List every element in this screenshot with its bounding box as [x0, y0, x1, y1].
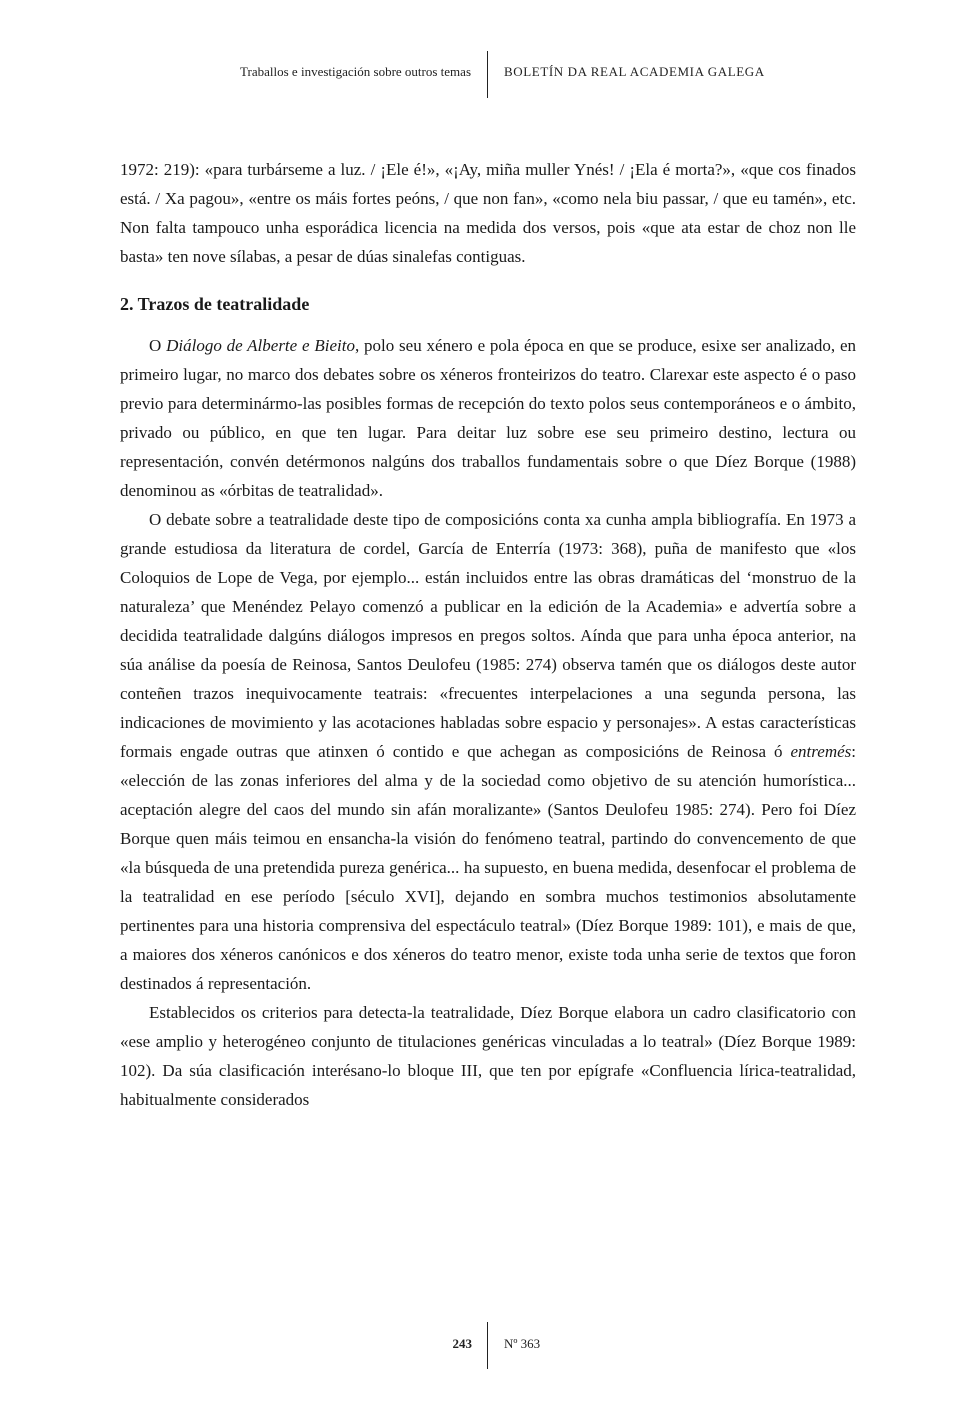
issue-number: Nº 363 — [504, 1336, 541, 1351]
work-title-italic: Diálogo de Alberte e Bieito — [166, 336, 355, 355]
genre-term-italic: entremés — [790, 742, 852, 761]
footer-divider — [487, 1322, 488, 1369]
paragraph-2 — [120, 331, 856, 505]
paragraph-3 — [120, 505, 856, 998]
header-divider — [487, 51, 488, 98]
page-number: 243 — [452, 1336, 472, 1351]
running-header-journal: BOLETÍN DA REAL ACADEMIA GALEGA — [504, 64, 765, 79]
article-body — [120, 155, 856, 1114]
paragraph-3-start: O debate sobre a teatralidade deste tipo de composicións conta xa cunha ampla bibliografía. En 1973 a grande estudiosa da literatura de cordel, García de Enterría (1973: 368), puña de manifesto que «los Coloquios de Lope de Vega, por ejemplo... están incluidos entre las obras dramáticas del ‘monstruo de la naturaleza’ que Menéndez Pelayo comenzó a publicar en la edición de la Academia» e advertía sobre a decidida teatralidade dalgúns diálogos impresos en pregos soltos. Aínda que para unha época anterior, na súa análise da poesía de Reinosa, Santos Deulofeu (1985: 274) observa tamén que os diálogos deste autor conteñen trazos inequivocamente teatrais: «frecuentes interpelaciones a una segunda persona, las indicaciones de movimiento y las acotaciones habladas sobre espacio y personajes». A estas características formais engade outras que atinxen ó contido e que achegan as composicións de Reinosa ó — [120, 510, 856, 761]
paragraph-2-start: O — [149, 336, 167, 355]
paragraph-1: 1972: 219): «para turbárseme a luz. / ¡Ele é!», «¡Ay, miña muller Ynés! / ¡Ela é morta?», «que cos finados está. / Xa pagou», «entre os máis fortes peóns, / que non fan», «como nela biu passar, / que eu tamén», etc. Non falta tampouco unha esporádica licencia na medida dos versos, pois «que ata estar de choz non lle basta» ten nove sílabas, a pesar de dúas sinalefas contiguas. — [120, 160, 856, 266]
paragraph-4: Establecidos os criterios para detecta-la teatralidade, Díez Borque elabora un cadro clasificatorio con «ese amplio y heterogéneo conjunto de titulaciones genéricas vinculadas a lo teatral» (Díez Borque 1989: 102). Da súa clasificación interésano-lo bloque III, que ten por epígrafe «Confluencia lírica-teatralidad, habitualmente considerados — [120, 1003, 856, 1109]
running-header-section: Traballos e investigación sobre outros temas — [240, 64, 471, 79]
paragraph-3-rest: : «elección de las zonas inferiores del alma y de la sociedad como objetivo de su atención humorística... aceptación alegre del caos del mundo sin afán moralizante» (Santos Deulofeu 1985: 274). Pero foi Díez Borque quen máis teimou en ensancha-la visión do fenómeno teatral, partindo do convencemento de que «la búsqueda de una pretendida pureza genérica... ha supuesto, en buena medida, desenfocar el problema de la teatralidad en ese período [século XVI], dejando en sombra muchos testimonios absolutamente pertinentes para una historia comprensiva del espectáculo teatral» (Díez Borque 1989: 101), e mais de que, a maiores dos xéneros canónicos e dos xéneros do teatro menor, existe toda unha serie de textos que foron destinados á representación. — [120, 742, 856, 993]
section-heading: 2. Trazos de teatralidade — [120, 294, 310, 314]
paragraph-2-rest: , polo seu xénero e pola época en que se produce, esixe ser analizado, en primeiro lugar, no marco dos debates sobre os xéneros fronteirizos do teatro. Clarexar este aspecto é o paso previo para determinármo-las posibles formas de recepción do texto polos seus contemporáneos e o ámbito, privado ou público, en que ten lugar. Para deitar luz sobre ese seu primeiro destino, lectura ou representación, convén detérmonos nalgúns dos traballos fundamentais sobre o que Díez Borque (1988) denominou as «órbitas de teatralidad». — [120, 336, 857, 500]
